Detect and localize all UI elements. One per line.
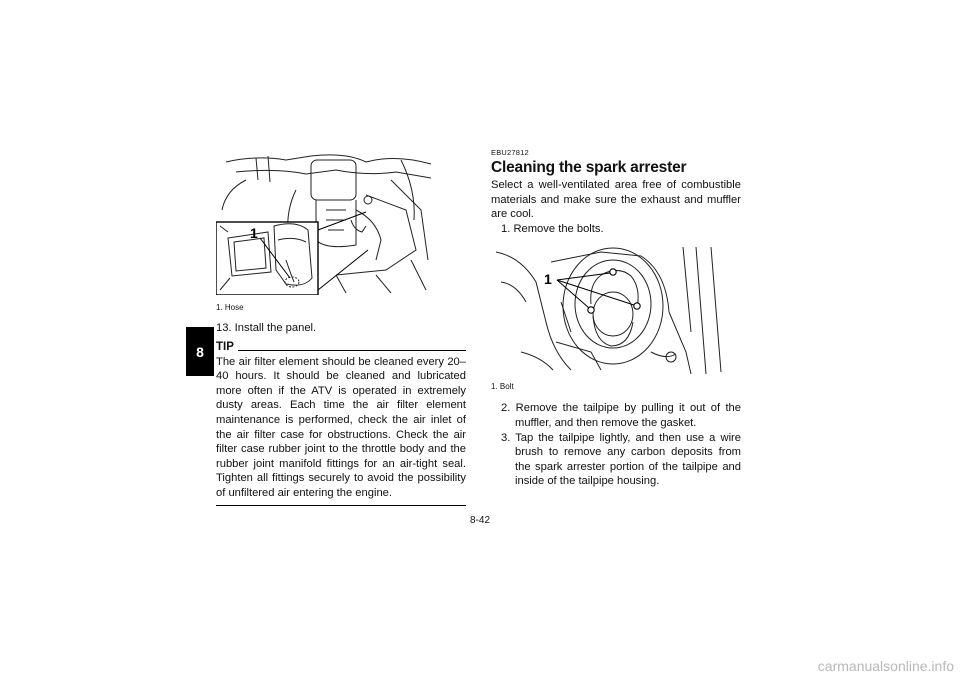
step-2: 2. Remove the tailpipe by pulling it out of the muffler, and then remove the gasket. [501,402,741,429]
tip-rule [238,350,466,351]
spark-arrester-bolts-illustration [491,242,723,374]
section-tab: 8 [186,327,214,376]
tip-end-rule [216,505,466,506]
tip-title: TIP [216,340,234,353]
hose-caption: 1. Hose [216,303,244,312]
intro-text: Select a well-ventilated area free of combustible materials and make sure the exhaust and muffler are cool. [491,179,741,221]
left-column [216,150,466,506]
bolt-caption: 1. Bolt [491,382,514,392]
page-number: 8-42 [469,515,490,526]
bolt-figure [491,242,741,391]
section-heading: Cleaning the spark arrester [491,159,687,176]
tip-text: The air filter element should be cleaned every 20–40 hours. It should be cleaned and lubricated more often if the ATV is operated in extremely dusty areas. Each time the air filter element maintenance is performed, check the air inlet of the air filter case for obstructions. Check the air filter case rubber joint to the throttle body and the rubber joint manifold fittings for an air-tight seal. Tighten all fittings securely to avoid the possibility of unfiltered air entering the engine. [216,355,466,499]
section-code: EBU27812 [491,148,529,157]
hose-callout-label: 1 [250,225,258,241]
step-13: 13. Install the panel. [216,322,317,334]
footer-watermark[interactable]: carmanualsonline.info [817,658,954,674]
air-filter-hose-illustration [216,150,436,295]
step-1: 1. Remove the bolts. [501,222,604,235]
hose-figure [216,150,466,312]
step-3: 3. Tap the tailpipe lightly, and then use a wire brush to remove any carbon deposits from the spark arrester portion of the tailpipe and inside of the tailpipe housing. [501,431,741,488]
tip-header [216,341,466,353]
bolt-callout-label: 1 [544,271,552,288]
right-column [491,148,741,489]
